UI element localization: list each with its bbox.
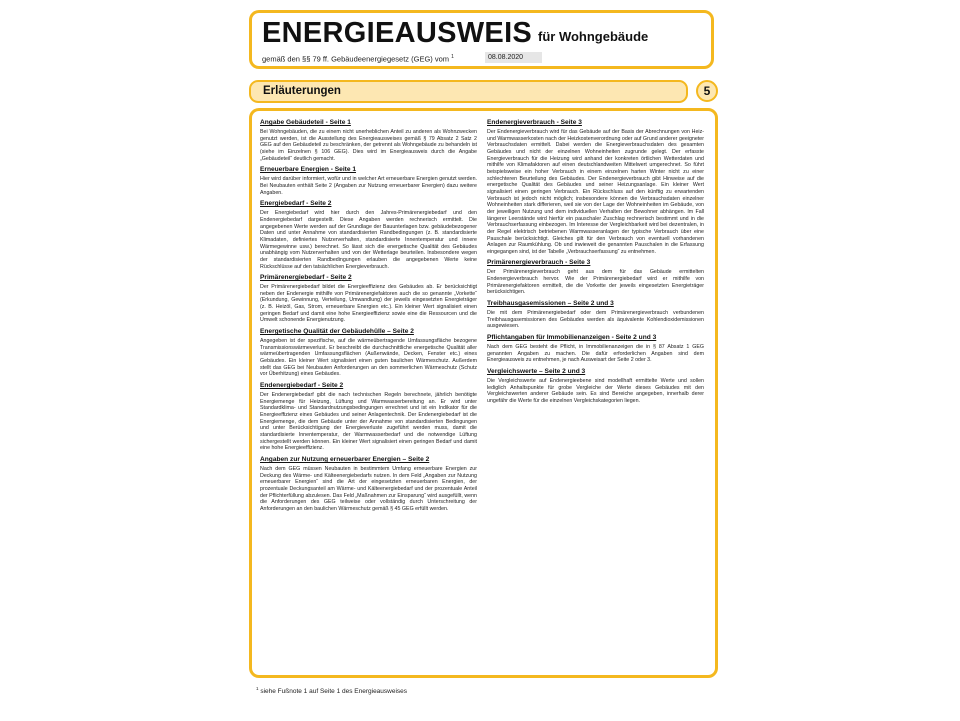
section-title: Erläuterungen <box>263 85 341 97</box>
section-heading: Angaben zur Nutzung erneuerbarer Energien – Seite 2 <box>260 455 430 463</box>
explanation-section <box>260 200 477 270</box>
section-heading: Energiebedarf - Seite 2 <box>260 200 332 208</box>
explanation-section <box>260 166 477 196</box>
section-text: Der Energiebedarf wird hier durch den Jahres-Primärenergiebedarf und den Endenergiebedarf dargestellt. Diese Angaben werden rechnerisch ermittelt. Die angegebenen Werte werden auf der Grundlage der Bauunterlagen bzw. gebäudebezogener Daten und unter Annahme von standardisierten Randbedingungen (z. B. standardisierte Klimadaten, definiertes Nutzerverhalten, standardisierte Innentemperatur und innere Wärmegewinne usw.) berechnet. So lässt sich die energetische Qualität des Gebäudes unabhängig vom Nutzerverhalten und von der Wetterlage beurteilen. Insbesondere wegen der standardisierten Randbedingungen erlauben die angegebenen Werte keine Rückschlüsse auf den tatsächlichen Energieverbrauch. <box>260 210 477 270</box>
explanation-section <box>260 274 477 324</box>
section-heading: Primärenergiebedarf - Seite 2 <box>260 274 352 282</box>
section-text: Angegeben ist der spezifische, auf die wärmeübertragende Umfassungsfläche bezogene Transmissionswärmeverlust. Er beschreibt die durchschnittliche energetische Qualität aller wärmeübertragenden Umfassungsflächen (Außenwände, Decken, Fenster etc.) eines Gebäudes. Ein kleiner Wert signalisiert einen guten baulichen Wärmeschutz. Außerdem stellt das GEG bei Neubauten Anforderungen an den sommerlichen Wärmeschutz (Schutz vor Überhitzung) eines Gebäudes. <box>260 338 477 378</box>
explanation-section <box>487 259 704 296</box>
section-heading: Treibhausgasemissionen – Seite 2 und 3 <box>487 300 614 308</box>
left-column <box>260 119 477 517</box>
legal-text: gemäß den §§ 79 ff. Gebäudeenergiegesetz (GEG) vom <box>262 54 450 64</box>
footnote-text: siehe Fußnote 1 auf Seite 1 des Energieausweises <box>260 688 408 696</box>
footnote-marker: 1 <box>256 686 259 691</box>
explanation-section <box>487 368 704 405</box>
section-text: Nach dem GEG besteht die Pflicht, in Immobilienanzeigen die in § 87 Absatz 1 GEG genannten Angaben zu machen. Die dafür erforderlichen Angaben sind dem Energieausweis zu entnehmen, je nach Ausweisart der Seite 2 oder 3. <box>487 344 704 364</box>
section-heading: Pflichtangaben für Immobilienanzeigen - Seite 2 und 3 <box>487 334 657 342</box>
section-title-bar <box>249 80 688 103</box>
section-text: Nach dem GEG müssen Neubauten in bestimmtem Umfang erneuerbare Energien zur Deckung des Wärme- und Kälteenergiebedarfs nutzen. In dem Feld „Angaben zur Nutzung erneuerbarer Energien“ sind die Art der eingesetzten erneuerbaren Energien, der prozentuale Deckungsanteil am Wärme- und Kälteenergiebedarf und der prozentuale Anteil der Pflichterfüllung abzulesen. Das Feld „Maßnahmen zur Einsparung“ wird ausgefüllt, wenn die Anforderungen des GEG teilweise oder vollständig durch Unterschreitung der Anforderungen an den baulichen Wärmeschutz gemäß § 45 GEG erfüllt werden. <box>260 465 477 512</box>
explanation-section <box>260 382 477 452</box>
section-text: Die Vergleichswerte auf Endenergieebene sind modellhaft ermittelte Werte und sollen lediglich Anhaltspunkte für grobe Vergleiche der Werte dieses Gebäudes mit den Vergleichswerten anderer Gebäude sein. Es sind Bereiche angegeben, innerhalb derer ungefähr die Werte für die einzelnen Vergleichskategorien liegen. <box>487 378 704 404</box>
explanation-section <box>260 328 477 378</box>
section-heading: Erneuerbare Energien - Seite 1 <box>260 166 357 174</box>
explanation-section <box>260 119 477 162</box>
section-text: Bei Wohngebäuden, die zu einem nicht unerheblichen Anteil zu anderen als Wohnzwecken genutzt werden, ist die Ausstellung des Energieausweises gemäß § 79 Absatz 2 Satz 2 GEG auf den Gebäudeteil zu beschränken, der getrennt als Wohngebäude zu behandeln ist (siehe im Einzelnen § 106 GEG). Dies wird im Energieausweis durch die Angabe „Gebäudeteil“ deutlich gemacht. <box>260 129 477 162</box>
section-text: Der Endenergieverbrauch wird für das Gebäude auf der Basis der Abrechnungen von Heiz- und Warmwasserkosten nach der Heizkostenverordnung oder auf Grund anderer geeigneter Verbrauchsdaten ermittelt. Dabei werden die Energieverbrauchsdaten des gesamten Gebäudes und nicht der einzelnen Wohneinheiten zugrunde gelegt. Der erfasste Energieverbrauch für die Heizung wird anhand der konkreten örtlichen Wetterdaten und mithilfe von Klimafaktoren auf einen deutschlandweiten Mittelwert umgerechnet. So führt beispielsweise ein hoher Verbrauch in einem einzelnen harten Winter nicht zu einer schlechteren Beurteilung des Gebäudes. Der Endenergieverbrauch gibt Hinweise auf die energetische Qualität des Gebäudes und seiner Heizungsanlage. Ein kleiner Wert signalisiert einen geringen Verbrauch. Ein Rückschluss auf den künftig zu erwartenden Verbrauch ist jedoch nicht möglich; insbesondere können die Verbrauchsdaten einzelner Wohneinheiten stark differieren, weil sie von der Lage der Wohneinheiten im Gebäude, von der jeweiligen Nutzung und dem individuellen Verhalten der Bewohner abhängen. Im Fall längerer Leerstände wird hierfür ein pauschaler Zuschlag rechnerisch bestimmt und in die Verbrauchserfassung einbezogen. Im Interesse der Vergleichbarkeit wird bei dezentralen, in der Regel elektrisch betriebenen Warmwasseranlagen der typische Verbrauch über eine Pauschale berücksichtigt. Gleiches gilt für den Verbrauch von eventuell vorhandenen Anlagen zur Raumkühlung. Ob und inwieweit die genannten Pauschalen in die Erfassung eingegangen sind, ist der Tabelle „Verbrauchserfassung“ zu entnehmen. <box>487 129 704 255</box>
explanation-section <box>487 334 704 364</box>
legal-basis <box>262 54 454 64</box>
section-heading: Endenergiebedarf - Seite 2 <box>260 382 344 390</box>
section-text: Die mit dem Primärenergiebedarf oder dem Primärenergieverbrauch verbundenen Treibhausgasemissionen des Gebäudes werden als äquivalente Kohlendioxidemissionen ausgewiesen. <box>487 310 704 330</box>
section-text: Der Primärenergieverbrauch geht aus dem für das Gebäude ermittelten Endenergieverbrauch hervor. Wie der Primärenergiebedarf wird er mithilfe von Primärenergiefaktoren ermittelt, die die Vorkette der jeweils eingesetzten Energieträger berücksichtigen. <box>487 269 704 296</box>
section-heading: Vergleichswerte – Seite 2 und 3 <box>487 368 586 376</box>
section-heading: Angabe Gebäudeteil - Seite 1 <box>260 119 351 126</box>
section-text: Hier wird darüber informiert, wofür und in welcher Art erneuerbare Energien genutzt werden. Bei Neubauten enthält Seite 2 (Angaben zur Nutzung erneuerbarer Energien) dazu weitere Angaben. <box>260 176 477 196</box>
explanation-section <box>260 456 477 513</box>
document-title: ENERGIEAUSWEIS <box>262 17 533 49</box>
page-number-badge: 5 <box>696 80 718 102</box>
legal-footnote-marker: 1 <box>451 54 454 60</box>
section-heading: Primärenergieverbrauch - Seite 3 <box>487 259 591 267</box>
explanation-section <box>487 300 704 330</box>
footnote <box>256 686 407 695</box>
section-heading: Endenergieverbrauch - Seite 3 <box>487 119 582 126</box>
document-header <box>249 10 714 69</box>
explanation-section <box>487 119 704 255</box>
explanations-box <box>249 108 718 678</box>
section-text: Der Endenergiebedarf gibt die nach technischen Regeln berechnete, jährlich benötigte Energiemenge für Heizung, Lüftung und Warmwasserbereitung an. Er wird unter Standardklima- und Standardnutzungsbedingungen errechnet und ist ein Indikator für die Energieeffizienz eines Gebäudes und seiner Anlagentechnik. Der Endenergiebedarf ist die Energiemenge, die dem Gebäude unter der Annahme von standardisierten Bedingungen und unter Berücksichtigung der Energieverluste zugeführt werden muss, damit die standardisierte Innentemperatur, der Warmwasserbedarf und die notwendige Lüftung sichergestellt werden können. Ein kleiner Wert signalisiert einen geringen Bedarf und damit eine hohe Energieeffizienz. <box>260 392 477 452</box>
right-column <box>487 119 704 409</box>
document-subtitle: für Wohngebäude <box>538 29 649 44</box>
issue-date-field: 08.08.2020 <box>485 52 542 63</box>
section-text: Der Primärenergiebedarf bildet die Energieeffizienz des Gebäudes ab. Er berücksichtigt neben der Endenergie mithilfe von Primärenergiefaktoren auch die so genannte „Vorkette“ (Erkundung, Gewinnung, Verteilung, Umwandlung) der jeweils eingesetzten Energieträger (z. B. Heizöl, Gas, Strom, erneuerbare Energien etc.). Ein kleiner Wert signalisiert einen geringen Bedarf und damit eine hohe Energieeffizienz sowie eine die Ressourcen und die Umwelt schonende Energienutzung. <box>260 284 477 324</box>
section-heading: Energetische Qualität der Gebäudehülle – Seite 2 <box>260 328 414 336</box>
